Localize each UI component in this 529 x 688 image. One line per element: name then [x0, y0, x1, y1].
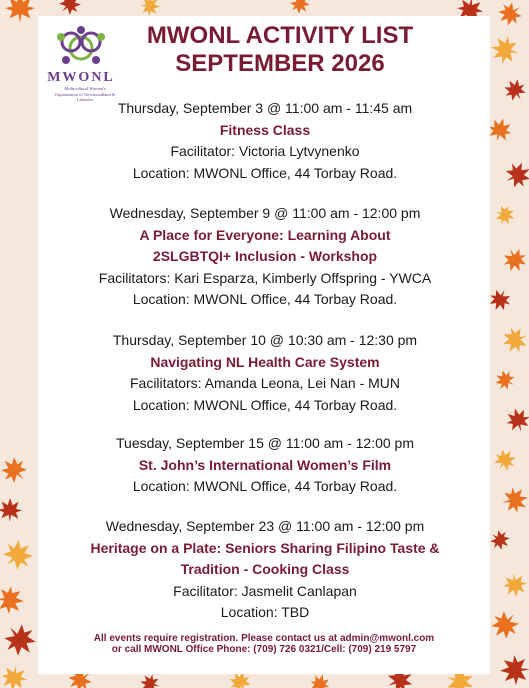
event-facilitator: Facilitator: Victoria Lytvynenko: [170, 143, 360, 159]
maple-leaf-icon: [491, 366, 518, 393]
event-date: Wednesday, September 9 @ 11:00 am - 12:00 pm: [109, 205, 421, 221]
event-location: Location: MWONL Office, 44 Torbay Road.: [132, 478, 398, 494]
maple-leaf-icon: [498, 323, 529, 356]
maple-leaf-icon: [0, 585, 25, 615]
maple-leaf-icon: [500, 75, 529, 105]
maple-leaf-icon: [499, 654, 529, 686]
maple-leaf-icon: [499, 244, 529, 275]
registration-note: [40, 633, 488, 655]
maple-leaf-icon: [139, 0, 160, 17]
maple-leaf-icon: [0, 534, 39, 576]
event-4: [60, 433, 470, 498]
title-line-2: SEPTEMBER 2026: [175, 50, 385, 77]
event-name: Fitness Class: [219, 121, 311, 138]
maple-leaf-icon: [0, 618, 42, 663]
maple-leaf-icon: [492, 202, 518, 228]
event-name: St. John’s International Women’s Film: [138, 456, 392, 473]
maple-leaf-icon: [0, 663, 29, 688]
maple-leaf-icon: [0, 498, 22, 522]
maple-leaf-icon: [503, 405, 529, 434]
maple-leaf-icon: [486, 526, 514, 554]
event-facilitator: Facilitators: Kari Esparza, Kimberly Offspring - YWCA: [98, 269, 432, 286]
maple-leaf-icon: [488, 33, 521, 66]
maple-leaf-icon: [490, 445, 520, 475]
event-location: Location: MWONL Office, 44 Torbay Road.: [132, 291, 398, 307]
registration-line-1: All events require registration. Please contact us at admin@mwonl.com: [93, 633, 435, 644]
title-line-1: MWONL ACTIVITY LIST: [146, 22, 414, 49]
logo-wordmark: MWONL: [47, 70, 115, 85]
event-location: Location: TBD: [220, 604, 310, 620]
event-date: Thursday, September 3 @ 11:00 am - 11:45 am: [117, 100, 413, 116]
event-facilitator: Facilitators: Amanda Leona, Lei Nan - MUN: [129, 375, 400, 391]
event-2: [60, 203, 470, 311]
event-name-line-2: Tradition - Cooking Class: [180, 561, 350, 577]
event-name: Navigating NL Health Care System: [150, 353, 380, 370]
event-location: Location: MWONL Office, 44 Torbay Road.: [132, 164, 398, 181]
event-date: Tuesday, September 15 @ 11:00 am - 12:00 pm: [116, 435, 414, 451]
event-3: [60, 330, 470, 416]
event-name-line-1: Heritage on a Plate: Seniors Sharing Filipino Taste &: [90, 539, 440, 556]
event-date: Thursday, September 10 @ 10:30 am - 12:30 pm: [112, 332, 418, 348]
logo-subtitle: Multicultural Women's Organization of Newfoundland & Labrador: [54, 86, 116, 102]
event-name-line-1: A Place for Everyone: Learning About: [139, 226, 391, 243]
event-date: Wednesday, September 23 @ 11:00 am - 12:00 pm: [105, 518, 425, 534]
registration-line-2: or call MWONL Office Phone: (709) 726 0321/Cell: (709) 219 5797: [111, 644, 417, 655]
maple-leaf-icon: [493, 0, 526, 31]
maple-leaf-icon: [485, 605, 524, 644]
maple-leaf-icon: [138, 672, 162, 688]
event-1: [60, 98, 470, 184]
maple-leaf-icon: [500, 485, 529, 515]
event-5: [60, 516, 470, 624]
event-facilitator: Facilitator: Jasmelit Canlapan: [173, 582, 357, 599]
maple-leaf-icon: [0, 452, 32, 489]
page-title: [120, 22, 440, 78]
maple-leaf-icon: [5, 0, 35, 23]
maple-leaf-icon: [501, 158, 529, 193]
event-name-line-2: 2SLGBTQI+ Inclusion - Workshop: [152, 248, 378, 264]
maple-leaf-icon: [502, 572, 529, 599]
event-location: Location: MWONL Office, 44 Torbay Road.: [132, 396, 398, 413]
